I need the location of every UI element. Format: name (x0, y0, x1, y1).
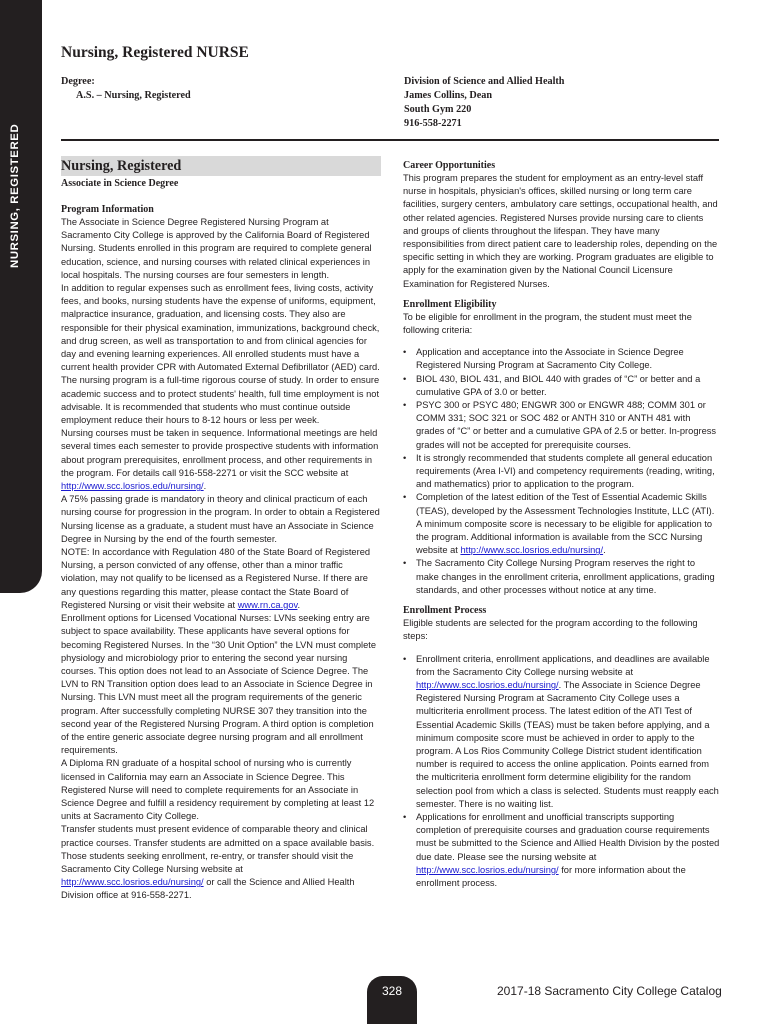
program-paragraph: A 75% passing grade is mandatory in theory and clinical practicum of each nursing course for progression in the program. In order to obtain a Registered Nursing license as a graduate, a student must have an Associate in Science Degree in Nursing by the end of the fourth semester. (61, 494, 380, 544)
bullet-icon: • (403, 452, 407, 463)
eligibility-heading: Enrollment Eligibility (403, 298, 497, 310)
career-heading: Career Opportunities (403, 160, 496, 171)
program-paragraph: NOTE: In accordance with Regulation 480 of the State Board of Registered Nursing, a person convicted of any offense, other than a minor traffic violation, may not qualify to be licensed as a Registered Nurse. If there are any questions regarding this matter, please contact the State Board of Registered Nursing or visit their website at www.rn.ca.gov. (61, 547, 371, 610)
page-title: Nursing, Registered NURSE (61, 44, 249, 61)
office-location: South Gym 220 (404, 104, 472, 115)
program-paragraph: A Diploma RN graduate of a hospital school of nursing who is currently licensed in California may earn an Associate in Science Degree. This Registered Nurse will need to complete requirements for an Associate in Science Degree and fulfill a residency requirement by completing at least 12 units at Sacramento City College. (61, 758, 375, 822)
degree-block (61, 75, 191, 103)
bullet-icon: • (403, 347, 407, 358)
degree-value: A.S. – Nursing, Registered (76, 90, 191, 101)
bullet-icon: • (403, 373, 407, 384)
division-block (404, 75, 564, 131)
process-heading: Enrollment Process (403, 605, 487, 617)
page-number-tab (367, 976, 417, 1024)
program-paragraph: Nursing courses must be taken in sequence. Informational meetings are held several times each semester to provide prospective students with information about program prerequisites, enrollment process, and other requirements in the program. For details call 916-558-2271 or visit the SCC website at http://www.scc.losrios.edu/nursing/. (61, 428, 379, 492)
list-item: • BIOL 430, BIOL 431, and BIOL 440 with grades of “C” or better and a cumulative GPA of 3.0 or better. (403, 373, 701, 397)
list-item: • PSYC 300 or PSYC 480; ENGWR 300 or ENGWR 488; COMM 301 or COMM 331; SOC 321 or SOC 482 or ANTH 310 or ANTH 481 with grades of “C” or better and a cumulative GPA of 2.5 or better. In-progress grades will not be accepted for prerequisite courses. (403, 400, 717, 450)
nursing-website-link[interactable]: http://www.scc.losrios.edu/nursing/ (61, 877, 204, 888)
program-degree: Associate in Science Degree (61, 178, 179, 189)
program-paragraph: Those students seeking enrollment, re-entry, or transfer should visit the Sacramento City College Nursing website at http://www.scc.losrios.edu/nursing/ or call the Science and Allied Health Division office at 916-558-2271. (61, 850, 355, 901)
program-name: Nursing, Registered (61, 158, 182, 174)
list-item: • Completion of the latest edition of the Test of Essential Academic Skills (TEAS), developed by the Assessment Technologies Institute, LLC (ATI). A minimum composite score is necessary to be eligible for application to the program. Additional information is available from the SCC Nursing website at http://www.scc.losrios.edu/nursing/. (403, 492, 715, 556)
board-website-link[interactable]: www.rn.ca.gov (237, 599, 298, 610)
degree-label: Degree: (61, 76, 95, 87)
bullet-icon: • (403, 558, 407, 569)
division-name: Division of Science and Allied Health (404, 76, 565, 87)
eligibility-intro: To be eligible for enrollment in the program, the student must meet the following criteria: (403, 311, 692, 336)
right-column (403, 159, 720, 890)
bullet-icon: • (403, 400, 407, 411)
list-item: • Applications for enrollment and unofficial transcripts supporting completion of prerequisite courses and graduation course requirements must be submitted to the Science and Allied Health Division by the posted due date. Please see the nursing website at http://www.scc.losrios.edu/nursing/ for more information about the enrollment process. (403, 811, 720, 888)
catalog-footer: 2017-18 Sacramento City College Catalog (497, 984, 722, 998)
page-number: 328 (381, 984, 403, 998)
nursing-website-link[interactable]: http://www.scc.losrios.edu/nursing/ (460, 545, 604, 556)
program-paragraph: Transfer students must present evidence of comparable theory and clinical practice courses. Transfer students are admitted on a space available basis. (61, 824, 375, 848)
bullet-icon: • (403, 653, 407, 664)
process-intro: Eligible students are selected for the program according to the following steps: (403, 618, 698, 642)
bullet-icon: • (403, 811, 407, 822)
process-list (403, 653, 720, 891)
program-paragraph: Enrollment options for Licensed Vocational Nurses: LVNs seeking entry are subject to space availability. These applicants have several options for becoming Registered Nurses. In the “30 Unit Option” the LVN must complete physiology and microbiology prior to entering the second year nursing courses. This option does not lead to an Associate of Science Degree. The LVN to RN Transition option does lead to an Associate in Science Degree in Nursing. This LVN must meet all the program requirements of the generic program. After successfully completing NURSE 307 they transition into the second year of the Registered Nursing Program. A third option is completion of the entire generic associate degree nursing program and all enrollment requirements. (61, 613, 377, 756)
bullet-icon: • (403, 492, 407, 503)
division-phone: 916-558-2271 (404, 118, 462, 129)
header-divider (61, 139, 719, 141)
side-tab (0, 0, 42, 593)
program-title-band (61, 156, 381, 176)
list-item: • Enrollment criteria, enrollment applications, and deadlines are available from the Sacramento City College nursing website at http://www.scc.losrios.edu/nursing/. The Associate in Science Degree Registered Nursing Program at Sacramento City College uses a multicriteria enrollment process. The latest edition of the ATI Test of Essential Academic Skills (TEAS) must be taken before applying, and a minimum composite score must be achieved in order to apply to the program. A Los Rios Community College District student identification number is required to access the online application. Points earned from the multicriteria enrollment form determine eligibility for the random selection pool from which a class is selected. Students must reapply each semester. There is no waiting list. (403, 653, 719, 809)
list-item: • The Sacramento City College Nursing Program reserves the right to make changes in the enrollment criteria, enrollment applications, grading standards, and other processes without notice at any time. (403, 558, 715, 595)
program-info-body (61, 216, 381, 903)
list-item: • Application and acceptance into the Associate in Science Degree Registered Nursing Program at Sacramento City College. (403, 347, 684, 371)
left-column (61, 156, 381, 903)
career-text: This program prepares the student for employment as an entry-level staff nurse in hospitals, physician's offices, skilled nursing or long term care facilities, surgery centers, ambulatory care settings, occupational health, and other related agencies. Registered Nurses provide nursing care to clients and groups of clients throughout the lifespan. They have many responsibilities from direct patient care to leadership roles, depending on the specific setting in which they are working. Program graduates are eligible to apply for the examination given by the National Council Licensure Examination for Registered Nurses. (403, 173, 718, 289)
nursing-website-link[interactable]: http://www.scc.losrios.edu/nursing/ (61, 481, 204, 492)
program-info-heading: Program Information (61, 204, 154, 215)
nursing-website-link[interactable]: http://www.scc.losrios.edu/nursing/ (416, 864, 559, 875)
eligibility-list (403, 346, 720, 597)
list-item: • It is strongly recommended that students complete all general education requirements (Area I-VI) and competency requirements (reading, writing, and mathematics) prior to application to the program. (403, 452, 715, 490)
program-paragraph: In addition to regular expenses such as enrollment fees, living costs, activity fees, and books, nursing students have the expense of uniforms, equipment, malpractice insurance, graduation, and licensing costs. They also are responsible for their physical examination, immunizations, background check, and drug screen, as well as transportation to and from clinical agencies for day and evening learning experiences. All enrolled students must have a current health provider CPR with Automated External Defibrillator (AED) card. The nursing program is a full-time rigorous course of study. In order to ensure academic success and to protect students' health, full time employment is not advisable. It is recommended that students who must continue outside employment reduce their hours to 8-12 hours or less per week. (61, 283, 380, 426)
side-tab-label: NURSING, REGISTERED (9, 123, 21, 268)
program-paragraph: The Associate in Science Degree Registered Nursing Program at Sacramento City College is approved by the California Board of Registered Nursing. Students enrolled in this program are required to complete general education, science, and nursing courses with related clinical experiences in local hospitals. The nursing courses are four semesters in length. (61, 217, 372, 280)
dean-name: James Collins, Dean (404, 90, 493, 101)
nursing-website-link[interactable]: http://www.scc.losrios.edu/nursing/ (416, 679, 559, 690)
